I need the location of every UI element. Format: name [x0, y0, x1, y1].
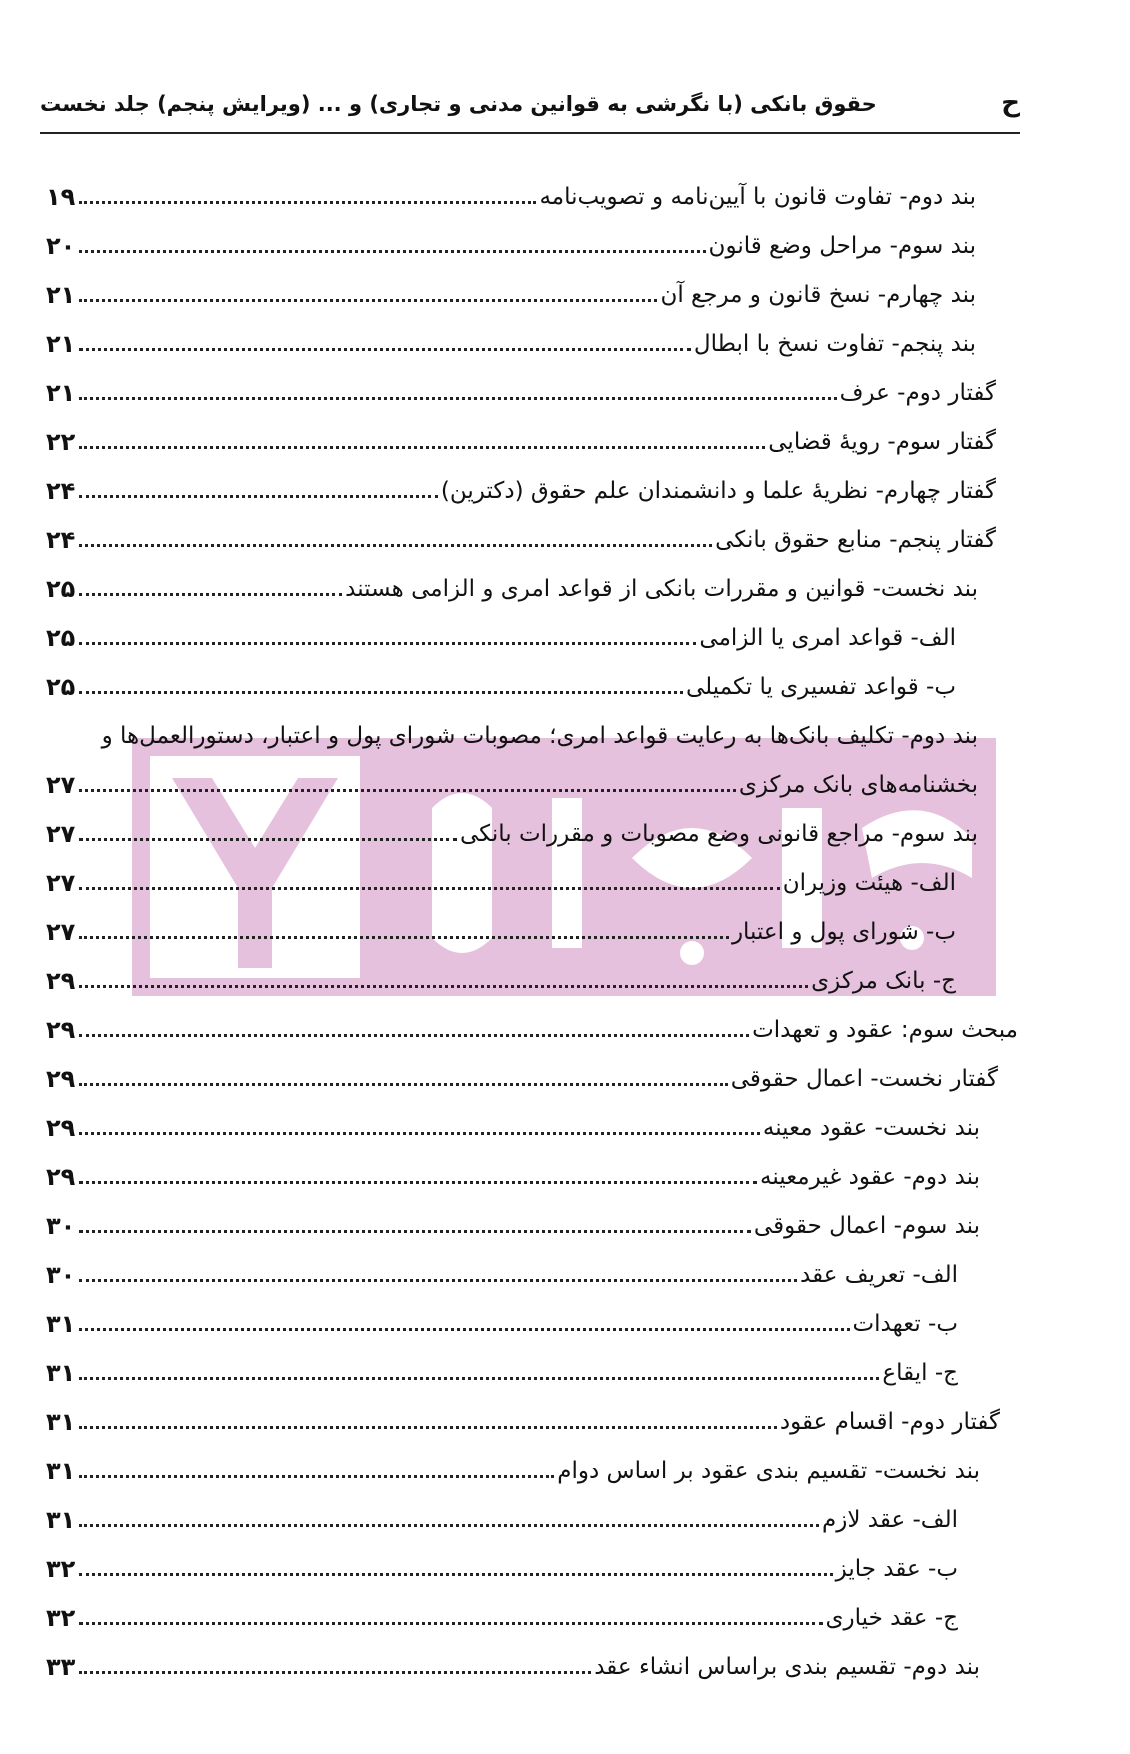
toc-entry-title: بند سوم- مراجع قانونی وضع مصوبات و مقررات بانکی — [460, 821, 978, 847]
toc-entry-page: ۲۹ — [46, 1114, 76, 1142]
dot-leader — [79, 1132, 760, 1135]
toc-entry — [46, 709, 978, 751]
toc-entry-title: گفتار چهارم- نظریهٔ علما و دانشمندان علم حقوق (دکترین) — [440, 478, 996, 504]
dot-leader — [79, 936, 729, 939]
toc-entry-title: الف- عقد لازم — [821, 1507, 958, 1533]
toc-entry-page: ۲۱ — [46, 330, 76, 358]
toc-entry — [46, 415, 996, 457]
toc-entry — [46, 905, 956, 947]
toc-entry-page: ۲۷ — [46, 869, 76, 897]
toc-entry-title: ج- عقد خیاری — [825, 1605, 958, 1631]
dot-leader — [79, 348, 691, 351]
toc-entry-page: ۱۹ — [46, 183, 76, 211]
toc-entry — [46, 317, 976, 359]
dot-leader — [79, 1181, 757, 1184]
toc-entry-page: ۳۱ — [46, 1506, 76, 1534]
dot-leader — [79, 593, 342, 596]
toc-entry — [46, 219, 976, 261]
dot-leader — [79, 1573, 833, 1576]
toc-entry — [46, 856, 956, 898]
toc-entry — [46, 1199, 980, 1241]
toc-entry — [46, 1591, 958, 1633]
dot-leader — [79, 1524, 819, 1527]
toc-entry-title: بند دوم- تفاوت قانون با آیین‌نامه و تصویب‌نامه — [539, 184, 976, 210]
toc-entry-title: گفتار پنجم- منابع حقوق بانکی — [715, 527, 996, 553]
toc-entry-page: ۲۷ — [46, 918, 76, 946]
toc-entry — [46, 513, 996, 555]
toc-entry — [46, 1248, 958, 1290]
toc-entry-title: بخشنامه‌های بانک مرکزی — [738, 772, 978, 798]
toc-entry-page: ۳۰ — [46, 1261, 76, 1289]
toc-entry-page: ۲۹ — [46, 1163, 76, 1191]
toc-entry-title: ب- شورای پول و اعتبار — [731, 919, 956, 945]
toc-entry-page: ۲۵ — [46, 624, 76, 652]
toc-entry-page: ۲۹ — [46, 1016, 76, 1044]
dot-leader — [79, 1671, 591, 1674]
toc-entry-page: ۲۰ — [46, 232, 76, 260]
dot-leader — [79, 1328, 850, 1331]
toc-entry-title: بند نخست- تقسیم بندی عقود بر اساس دوام — [557, 1458, 980, 1484]
dot-leader — [79, 1377, 879, 1380]
toc-entry-page: ۲۱ — [46, 281, 76, 309]
toc-entry-page: ۳۰ — [46, 1212, 76, 1240]
toc-entry-title: الف- تعریف عقد — [800, 1262, 958, 1288]
toc-entry-title: گفتار دوم- عرف — [839, 380, 996, 406]
dot-leader — [79, 642, 696, 645]
toc-entry-title: بند پنجم- تفاوت نسخ با ابطال — [693, 331, 976, 357]
dot-leader — [79, 1230, 751, 1233]
dot-leader — [79, 544, 712, 547]
toc-entry — [46, 1444, 980, 1486]
toc-entry — [46, 562, 978, 604]
toc-entry-title: گفتار دوم- اقسام عقود — [779, 1409, 1000, 1435]
toc-entry — [46, 1395, 1000, 1437]
toc-entry-page: ۲۵ — [46, 673, 76, 701]
toc-entry — [46, 758, 978, 800]
dot-leader — [79, 1083, 728, 1086]
toc-entry-page: ۳۱ — [46, 1310, 76, 1338]
toc-entry — [46, 170, 976, 212]
toc-entry-title: بند سوم- مراحل وضع قانون — [708, 233, 976, 259]
toc-entry-page: ۲۵ — [46, 575, 76, 603]
dot-leader — [79, 446, 765, 449]
toc-entry-page: ۳۳ — [46, 1653, 76, 1681]
toc-entry — [46, 268, 976, 310]
toc-entry-title: مبحث سوم: عقود و تعهدات — [752, 1017, 1018, 1043]
toc-entry-title: بند دوم- عقود غیرمعینه — [759, 1164, 980, 1190]
toc-entry — [46, 1003, 1018, 1045]
toc-entry — [46, 611, 956, 653]
toc-entry-page: ۲۴ — [46, 477, 76, 505]
toc-entry-title: بند نخست- عقود معینه — [762, 1115, 980, 1141]
toc-entry-page: ۲۹ — [46, 1065, 76, 1093]
toc-entry-page: ۳۲ — [46, 1604, 76, 1632]
toc-entry — [46, 1346, 958, 1388]
toc-entry-page: ۳۲ — [46, 1555, 76, 1583]
dot-leader — [79, 1034, 749, 1037]
toc-entry-page: ۲۷ — [46, 771, 76, 799]
dot-leader — [79, 299, 657, 302]
toc-entry-page: ۳۱ — [46, 1457, 76, 1485]
toc-entry — [46, 1542, 958, 1584]
toc-entry-title: الف- هیئت وزیران — [782, 870, 956, 896]
toc-entry-title: بند چهارم- نسخ قانون و مرجع آن — [660, 282, 976, 308]
dot-leader — [79, 985, 808, 988]
dot-leader — [79, 1279, 797, 1282]
dot-leader — [79, 838, 457, 841]
dot-leader — [79, 397, 837, 400]
dot-leader — [79, 789, 736, 792]
toc-entry-title: بند دوم- تقسیم بندی براساس انشاء عقد — [594, 1654, 980, 1680]
running-head-title: حقوق بانکی (با نگرشی به قوانین مدنی و تجاری) و ... (ویرایش پنجم) جلد نخست — [40, 92, 877, 116]
toc-entry-title: بند دوم- تکلیف بانک‌ها به رعایت قواعد امری؛ مصوبات شورای پول و اعتبار، دستورالعمل‌ها و — [101, 723, 978, 749]
toc-entry — [46, 1101, 980, 1143]
dot-leader — [79, 201, 536, 204]
toc-entry — [46, 1150, 980, 1192]
dot-leader — [79, 1475, 554, 1478]
toc-entry-title: ب- عقد جایز — [835, 1556, 958, 1582]
toc-entry-page: ۲۹ — [46, 967, 76, 995]
dot-leader — [79, 691, 683, 694]
page-number-letter: ح — [1001, 88, 1020, 118]
dot-leader — [79, 1622, 823, 1625]
toc-entry-title: ب- قواعد تفسیری یا تکمیلی — [686, 674, 956, 700]
dot-leader — [79, 250, 706, 253]
toc-entry-page: ۳۱ — [46, 1408, 76, 1436]
toc-entry-title: گفتار نخست- اعمال حقوقی — [730, 1066, 998, 1092]
toc-entry-page: ۲۷ — [46, 820, 76, 848]
toc-entry-title: بند سوم- اعمال حقوقی — [753, 1213, 980, 1239]
toc-entry — [46, 1297, 958, 1339]
toc-entry — [46, 954, 956, 996]
toc-entry-title: گفتار سوم- رویهٔ قضایی — [768, 429, 996, 455]
toc-entry-title: ج- ایقاع — [882, 1360, 958, 1386]
dot-leader — [79, 1426, 777, 1429]
toc-entry — [46, 464, 996, 506]
toc-entry-page: ۲۴ — [46, 526, 76, 554]
toc-entry — [46, 1640, 980, 1682]
toc-entry-page: ۳۱ — [46, 1359, 76, 1387]
toc-entry-page: ۲۱ — [46, 379, 76, 407]
toc-entry — [46, 1052, 998, 1094]
toc-entry-title: بند نخست- قوانین و مقررات بانکی از قواعد امری و الزامی هستند — [345, 576, 978, 602]
toc-entry — [46, 366, 996, 408]
toc-entry-title: ج- بانک مرکزی — [811, 968, 956, 994]
dot-leader — [79, 887, 780, 890]
toc-entry — [46, 1493, 958, 1535]
dot-leader — [79, 495, 438, 498]
toc-entry-page: ۲۲ — [46, 428, 76, 456]
toc-entry — [46, 807, 978, 849]
toc-entry-title: ب- تعهدات — [852, 1311, 958, 1337]
toc-entry-title: الف- قواعد امری یا الزامی — [699, 625, 956, 651]
toc-entry — [46, 660, 956, 702]
